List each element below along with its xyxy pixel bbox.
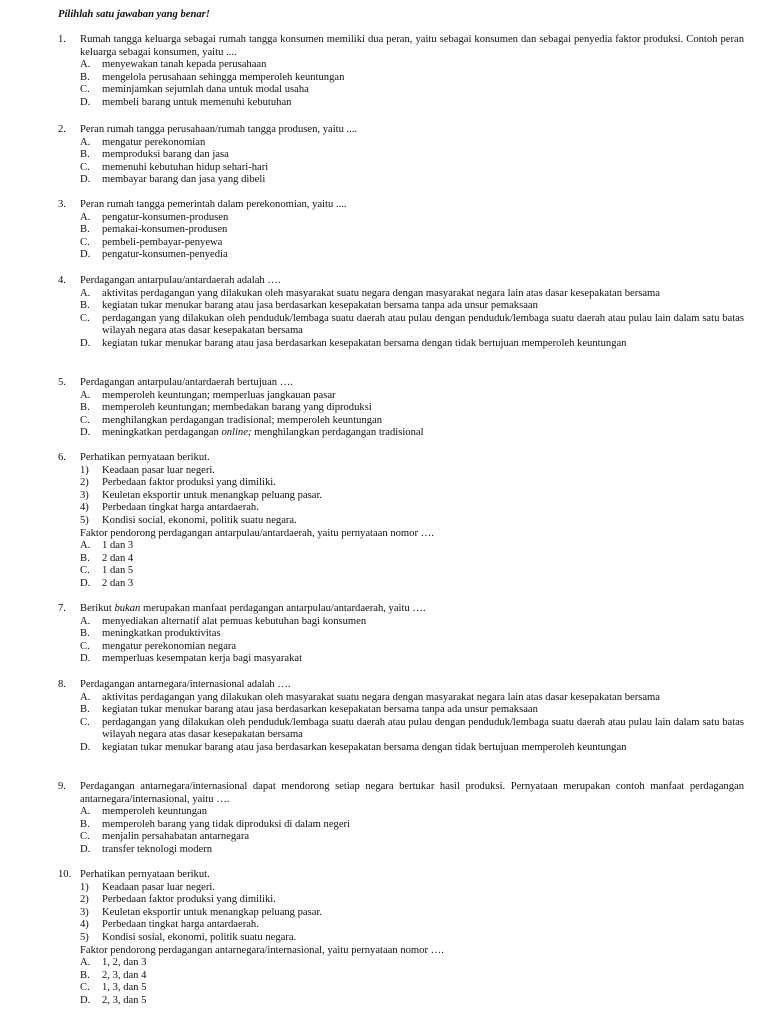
statement-item: [80, 882, 744, 895]
option-label: C.: [80, 831, 90, 843]
option-label: D.: [80, 994, 91, 1006]
option-label: D.: [80, 174, 91, 186]
option-c: [80, 717, 744, 742]
question-prompt: Faktor pendorong perdagangan antarpulau/antardaerah, yaitu pernyataan nomor ….: [80, 527, 434, 539]
question-8: [58, 679, 744, 755]
statement-text: Perbedaan tingkat harga antardaerah.: [102, 502, 259, 514]
option-text: 2, 3, dan 4: [102, 969, 147, 981]
question-text-italic: bukan: [114, 603, 141, 614]
statement-label: 4): [80, 919, 89, 931]
statement-item: [80, 919, 744, 932]
instruction-title: Pilihlah satu jawaban yang benar!: [58, 9, 210, 20]
option-label: D.: [80, 96, 91, 108]
statement-text: Keuletan eksportir untuk menangkap peluang pasar.: [102, 489, 323, 501]
option-text: membayar barang dan jasa yang dibeli: [102, 174, 266, 186]
option-label: B.: [80, 969, 90, 981]
option-text: memperoleh keuntungan: [102, 806, 208, 818]
option-b: [80, 149, 744, 162]
option-text: mengelola perusahaan sehingga memperoleh keuntungan: [102, 71, 345, 83]
question-text: Perdagangan antarnegara/internasional adalah ….: [80, 679, 291, 690]
statement-label: 1): [80, 881, 89, 893]
option-text: meningkatkan perdagangan: [102, 427, 222, 439]
question-9: [58, 781, 744, 857]
question-text: Rumah tangga keluarga sebagai rumah tangga konsumen memiliki dua peran, yaitu sebagai konsumen dan sebagai penyedia faktor produksi. Contoh peran keluarga sebagai konsumen, yaitu ....: [80, 34, 744, 58]
question-5: [58, 377, 744, 440]
option-label: C.: [80, 565, 90, 577]
option-label: B.: [80, 818, 90, 830]
option-label: A.: [80, 540, 91, 552]
option-text: memperluas kesempatan kerja bagi masyarakat: [102, 653, 303, 665]
option-a: [80, 806, 744, 819]
option-b: [80, 72, 744, 85]
option-text: aktivitas perdagangan yang dilakukan oleh masyarakat suatu negara dengan masyarakat negara lain atas dasar kesepakatan bersama: [102, 287, 660, 299]
option-a: [80, 137, 744, 150]
option-text: 2 dan 4: [102, 552, 134, 564]
option-label: A.: [80, 211, 91, 223]
option-d: [80, 97, 744, 110]
question-text-part: merupakan manfaat perdagangan antarpulau/antardaerah, yaitu ….: [140, 603, 426, 614]
option-text: mengatur perekonomian negara: [102, 640, 237, 652]
option-d: [80, 338, 744, 351]
option-b: [80, 819, 744, 832]
statement-label: 5): [80, 931, 89, 943]
option-text: 2, 3, dan 5: [102, 994, 147, 1006]
option-b: [80, 224, 744, 237]
option-c: [80, 831, 744, 844]
option-text: transfer teknologi modern: [102, 843, 213, 855]
option-c: [80, 982, 744, 995]
statement-item: [80, 502, 744, 515]
option-a: [80, 616, 744, 629]
option-d: [80, 249, 744, 262]
option-text: memperoleh barang yang tidak diproduksi di dalam negeri: [102, 818, 350, 830]
option-label: C.: [80, 312, 90, 324]
option-text: pemakai-konsumen-produsen: [102, 224, 228, 236]
question-4: [58, 275, 744, 351]
option-text: memenuhi kebutuhan hidup sehari-hari: [102, 161, 269, 173]
option-label: B.: [80, 71, 90, 83]
option-text: meminjamkan sejumlah dana untuk modal usaha: [102, 84, 309, 96]
option-b: [80, 628, 744, 641]
statement-text: Perbedaan faktor produksi yang dimiliki.: [102, 477, 276, 489]
question-prompt: Faktor pendorong perdagangan antarnegara/internasional, yaitu pernyataan nomor ….: [80, 944, 444, 956]
option-c: [80, 565, 744, 578]
option-c: [80, 162, 744, 175]
option-a: [80, 212, 744, 225]
option-a: [80, 288, 744, 301]
option-label: A.: [80, 806, 91, 818]
option-text: mengatur perekonomian: [102, 136, 206, 148]
statement-item: [80, 515, 744, 528]
option-a: [80, 390, 744, 403]
statement-label: 2): [80, 477, 89, 489]
question-6: [58, 452, 744, 591]
option-text: kegiatan tukar menukar barang atau jasa berdasarkan kesepakatan bersama tanpa ada unsur pemaksaan: [102, 704, 538, 716]
option-text: memperoleh keuntungan; membedakan barang yang diproduksi: [102, 402, 372, 414]
question-text: Peran rumah tangga pemerintah dalam perekonomian, yaitu ....: [80, 199, 347, 210]
option-label: B.: [80, 628, 90, 640]
option-label: B.: [80, 552, 90, 564]
option-text: kegiatan tukar menukar barang atau jasa berdasarkan kesepakatan bersama dengan tidak bertujuan memperoleh keuntungan: [102, 337, 627, 349]
statement-label: 2): [80, 894, 89, 906]
option-text: menyewakan tanah kepada perusahaan: [102, 59, 267, 71]
option-label: D.: [80, 741, 91, 753]
option-b: [80, 704, 744, 717]
option-label: D.: [80, 337, 91, 349]
question-number: 6.: [58, 452, 66, 463]
option-label: B.: [80, 704, 90, 716]
statement-text: Keuletan eksportir untuk menangkap peluang pasar.: [102, 906, 323, 918]
statement-item: [80, 907, 744, 920]
question-text: [80, 603, 744, 616]
statement-text: Perbedaan tingkat harga antardaerah.: [102, 919, 259, 931]
option-label: A.: [80, 287, 91, 299]
option-text: pengatur-konsumen-produsen: [102, 211, 229, 223]
option-a: [80, 59, 744, 72]
statement-text: Keadaan pasar luar negeri.: [102, 881, 215, 893]
option-label: C.: [80, 161, 90, 173]
option-text: perdagangan yang dilakukan oleh penduduk/lembaga suatu daerah atau pulau dengan penduduk/lembaga suatu daerah atau pulau lain dalam satu batas wilayah negara atas dasar kesepakatan bersama: [102, 716, 744, 741]
option-label: B.: [80, 224, 90, 236]
option-label: D.: [80, 249, 91, 261]
option-text: aktivitas perdagangan yang dilakukan oleh masyarakat suatu negara dengan masyarakat negara lain atas dasar kesepakatan bersama: [102, 691, 660, 703]
question-text: Perdagangan antarnegara/internasional dapat mendorong setiap negara bertukar hasil produksi. Pernyataan merupakan contoh manfaat perdagangan antarnegara/internasional, yaitu ….: [80, 781, 744, 805]
statement-text: Kondisi sosial, ekonomi, politik suatu negara.: [102, 931, 297, 943]
question-text: Perhatikan pernyataan berikut.: [80, 452, 210, 463]
option-b: [80, 970, 744, 983]
option-text: menghilangkan perdagangan tradisional; memperoleh keuntungan: [102, 414, 383, 426]
statement-item: [80, 894, 744, 907]
question-number: 3.: [58, 199, 66, 210]
statement-label: 4): [80, 502, 89, 514]
option-b: [80, 553, 744, 566]
question-number: 4.: [58, 275, 66, 286]
option-label: B.: [80, 300, 90, 312]
option-label: C.: [80, 640, 90, 652]
statement-item: [80, 490, 744, 503]
question-3: [58, 199, 744, 262]
option-d: [80, 742, 744, 755]
option-label: A.: [80, 59, 91, 71]
question-2: [58, 124, 744, 187]
statement-label: 3): [80, 906, 89, 918]
option-label: C.: [80, 982, 90, 994]
option-c: [80, 313, 744, 338]
option-text: memproduksi barang dan jasa: [102, 149, 229, 161]
question-text: Perdagangan antarpulau/antardaerah bertujuan ….: [80, 377, 293, 388]
option-a: [80, 692, 744, 705]
question-7: [58, 603, 744, 666]
statement-text: Perbedaan faktor produksi yang dimiliki.: [102, 894, 276, 906]
option-text: membeli barang untuk memenuhi kebutuhan: [102, 96, 292, 108]
option-text: 1 dan 5: [102, 565, 134, 577]
option-text: pembeli-pembayar-penyewa: [102, 236, 223, 248]
question-number: 10.: [58, 869, 72, 880]
option-label: C.: [80, 236, 90, 248]
question-number: 2.: [58, 124, 66, 135]
option-label: B.: [80, 402, 90, 414]
option-label: C.: [80, 716, 90, 728]
option-b: [80, 402, 744, 415]
question-text: Peran rumah tangga perusahaan/rumah tangga produsen, yaitu ....: [80, 124, 358, 135]
question-1: [58, 34, 744, 110]
question-text-part: Berikut: [80, 603, 115, 614]
option-label: A.: [80, 389, 91, 401]
statement-text: Kondisi social, ekonomi, politik suatu negara.: [102, 514, 297, 526]
statement-label: 3): [80, 489, 89, 501]
option-label: D.: [80, 427, 91, 439]
option-d: [80, 174, 744, 187]
option-d: [80, 844, 744, 857]
question-number: 7.: [58, 603, 66, 614]
option-text: 1, 3, dan 5: [102, 982, 147, 994]
option-label: A.: [80, 957, 91, 969]
option-c: [80, 641, 744, 654]
question-10: [58, 869, 744, 1008]
statement-text: Keadaan pasar luar negeri.: [102, 464, 215, 476]
option-text: 1 dan 3: [102, 540, 134, 552]
option-b: [80, 300, 744, 313]
option-text: menyediakan alternatif alat pemuas kebutuhan bagi konsumen: [102, 615, 367, 627]
option-label: C.: [80, 414, 90, 426]
option-text: memperoleh keuntungan; memperluas jangkauan pasar: [102, 389, 336, 401]
option-text-italic: online;: [221, 427, 252, 439]
option-a: [80, 957, 744, 970]
option-text: kegiatan tukar menukar barang atau jasa berdasarkan kesepakatan bersama dengan tidak bertujuan memperoleh keuntungan: [102, 741, 627, 753]
option-label: C.: [80, 84, 90, 96]
question-number: 1.: [58, 34, 66, 45]
option-text: pengatur-konsumen-penyedia: [102, 249, 228, 261]
option-text: 2 dan 3: [102, 577, 134, 589]
option-text: perdagangan yang dilakukan oleh penduduk/lembaga suatu daerah atau pulau dengan penduduk/lembaga suatu daerah atau pulau lain dalam satu batas wilayah negara atas dasar kesepakatan bersama: [102, 312, 744, 337]
option-label: A.: [80, 136, 91, 148]
option-c: [80, 415, 744, 428]
option-c: [80, 237, 744, 250]
question-number: 5.: [58, 377, 66, 388]
option-text: menghilangkan perdagangan tradisional: [251, 427, 424, 439]
option-d: [80, 653, 744, 666]
option-d: [80, 427, 744, 440]
option-c: [80, 84, 744, 97]
option-text: menjalin persahabatan antarnegara: [102, 831, 250, 843]
option-label: D.: [80, 577, 91, 589]
option-label: D.: [80, 653, 91, 665]
option-label: B.: [80, 149, 90, 161]
option-text: 1, 2, dan 3: [102, 957, 147, 969]
statement-label: 1): [80, 464, 89, 476]
question-text: Perhatikan pernyataan berikut.: [80, 869, 210, 880]
option-label: A.: [80, 615, 91, 627]
option-text: kegiatan tukar menukar barang atau jasa berdasarkan kesepakatan bersama tanpa ada unsur pemaksaan: [102, 300, 538, 312]
option-d: [80, 995, 744, 1008]
option-text: meningkatkan produktivitas: [102, 628, 221, 640]
statement-label: 5): [80, 514, 89, 526]
option-a: [80, 540, 744, 553]
statement-item: [80, 932, 744, 945]
statement-item: [80, 465, 744, 478]
statement-item: [80, 477, 744, 490]
option-label: D.: [80, 843, 91, 855]
question-number: 9.: [58, 781, 66, 792]
option-label: A.: [80, 691, 91, 703]
question-number: 8.: [58, 679, 66, 690]
question-text: Perdagangan antarpulau/antardaerah adalah ….: [80, 275, 281, 286]
option-d: [80, 578, 744, 591]
